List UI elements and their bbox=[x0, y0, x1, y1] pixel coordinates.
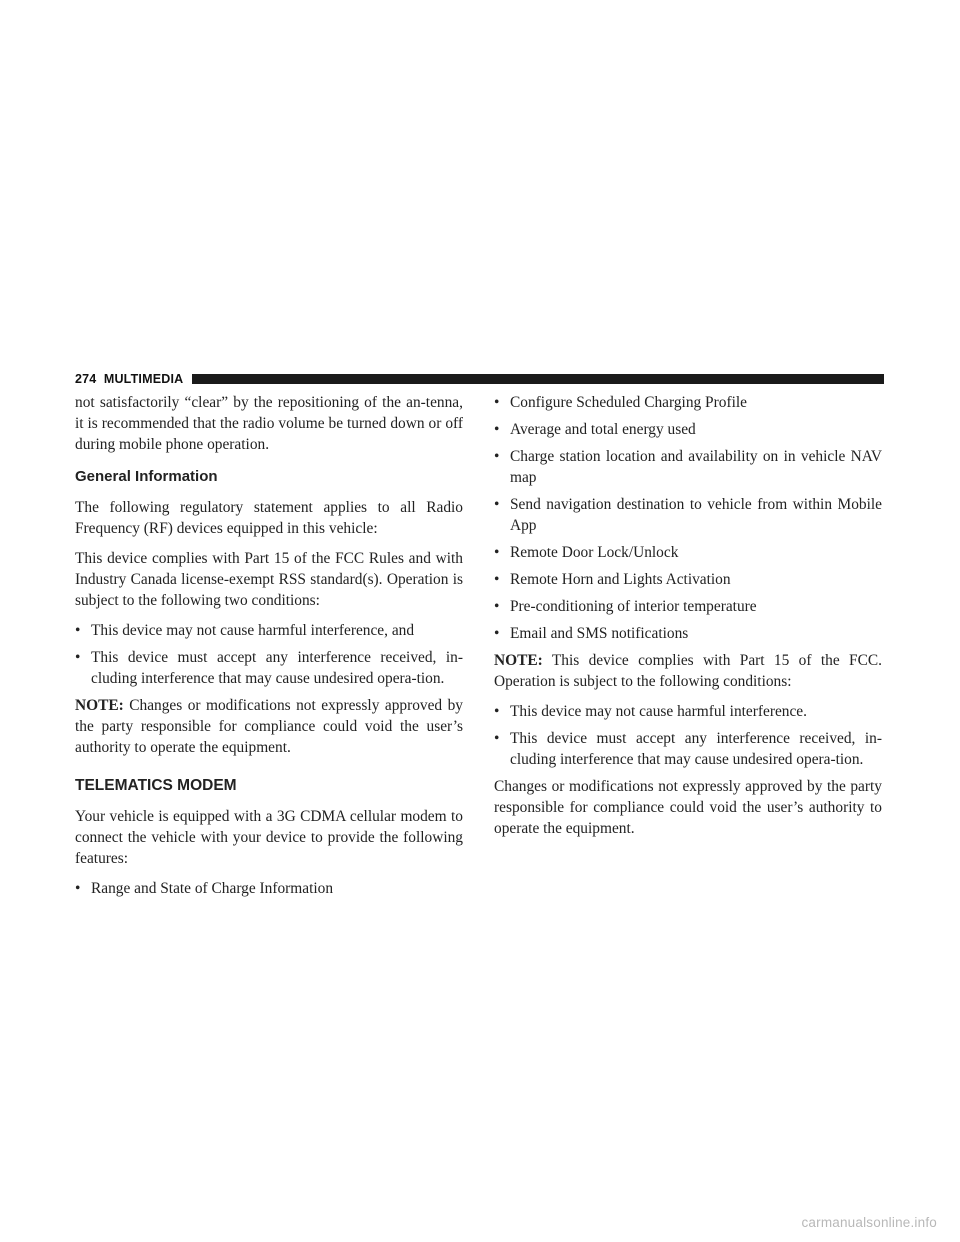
list-item-text: This device may not cause harmful interference, and bbox=[91, 622, 415, 639]
list-item-text: Range and State of Charge Information bbox=[91, 880, 334, 897]
telematics-paragraph: Your vehicle is equipped with a 3G CDMA cellular modem to connect the vehicle with your device to provide the following features: bbox=[75, 808, 463, 867]
list-item bbox=[494, 419, 882, 440]
bullet-icon: • bbox=[75, 880, 81, 897]
closing-paragraph: Changes or modifications not expressly approved by the party responsible for compliance could void the user’s authority to operate the equipment. bbox=[494, 778, 882, 837]
bullet-icon: • bbox=[494, 448, 500, 465]
list-item-text: Charge station location and availability on in vehicle NAV map bbox=[510, 448, 882, 486]
list-item bbox=[75, 647, 463, 689]
bullet-icon: • bbox=[494, 496, 500, 513]
list-item bbox=[494, 569, 882, 590]
list-item-text: Pre-conditioning of interior temperature bbox=[510, 598, 757, 615]
bullet-icon: • bbox=[494, 730, 500, 747]
header-label bbox=[75, 372, 183, 386]
regulatory-statement-paragraph: The following regulatory statement applies to all Radio Frequency (RF) devices equipped in this vehicle: bbox=[75, 499, 463, 537]
bullet-icon: • bbox=[494, 421, 500, 438]
list-item-text: Remote Door Lock/Unlock bbox=[510, 544, 679, 561]
bullet-icon: • bbox=[494, 703, 500, 720]
note-label: NOTE: bbox=[494, 652, 543, 669]
list-item-text: Remote Horn and Lights Activation bbox=[510, 571, 731, 588]
list-item-text: Email and SMS notifications bbox=[510, 625, 689, 642]
list-item bbox=[494, 494, 882, 536]
list-item-text: Configure Scheduled Charging Profile bbox=[510, 394, 747, 411]
fcc-compliance-paragraph: This device complies with Part 15 of the FCC Rules and with Industry Canada license-exempt RSS standard(s). Operation is subject to the following two conditions: bbox=[75, 550, 463, 609]
list-item-text: Send navigation destination to vehicle from within Mobile App bbox=[510, 496, 882, 534]
bullet-icon: • bbox=[494, 394, 500, 411]
list-item bbox=[494, 542, 882, 563]
left-column bbox=[75, 392, 463, 905]
note-paragraph bbox=[494, 650, 882, 692]
page-header bbox=[75, 372, 884, 386]
list-item bbox=[494, 701, 882, 722]
list-item bbox=[494, 392, 882, 413]
bullet-icon: • bbox=[75, 649, 81, 666]
section-title: MULTIMEDIA bbox=[103, 372, 184, 386]
bullet-icon: • bbox=[494, 598, 500, 615]
telematics-modem-heading: TELEMATICS MODEM bbox=[75, 777, 237, 794]
list-item bbox=[494, 596, 882, 617]
bullet-icon: • bbox=[75, 622, 81, 639]
list-item bbox=[494, 446, 882, 488]
list-item-text: Average and total energy used bbox=[510, 421, 696, 438]
list-item bbox=[494, 623, 882, 644]
general-information-heading: General Information bbox=[75, 468, 218, 485]
bullet-icon: • bbox=[494, 625, 500, 642]
note-paragraph bbox=[75, 695, 463, 758]
list-item bbox=[75, 620, 463, 641]
bullet-icon: • bbox=[494, 544, 500, 561]
bullet-icon: • bbox=[494, 571, 500, 588]
note-label: NOTE: bbox=[75, 697, 124, 714]
header-rule bbox=[192, 374, 884, 384]
list-item-text: This device may not cause harmful interference. bbox=[510, 703, 807, 720]
note-text: This device complies with Part 15 of the FCC. Operation is subject to the following conditions: bbox=[494, 652, 882, 690]
intro-paragraph: not satisfactorily “clear” by the repositioning of the an-tenna, it is recommended that the radio volume be turned down or off during mobile phone operation. bbox=[75, 394, 463, 453]
watermark: carmanualsonline.info bbox=[801, 1215, 937, 1230]
list-item bbox=[75, 878, 463, 899]
list-item-text: This device must accept any interference received, in-cluding interference that may cause undesired opera-tion. bbox=[510, 730, 882, 768]
right-column bbox=[494, 392, 882, 848]
page-number: 274 bbox=[75, 372, 97, 386]
list-item bbox=[494, 728, 882, 770]
list-item-text: This device must accept any interference received, in-cluding interference that may cause undesired opera-tion. bbox=[91, 649, 463, 687]
note-text: Changes or modifications not expressly approved by the party responsible for compliance could void the user’s authority to operate the equipment. bbox=[75, 697, 463, 756]
